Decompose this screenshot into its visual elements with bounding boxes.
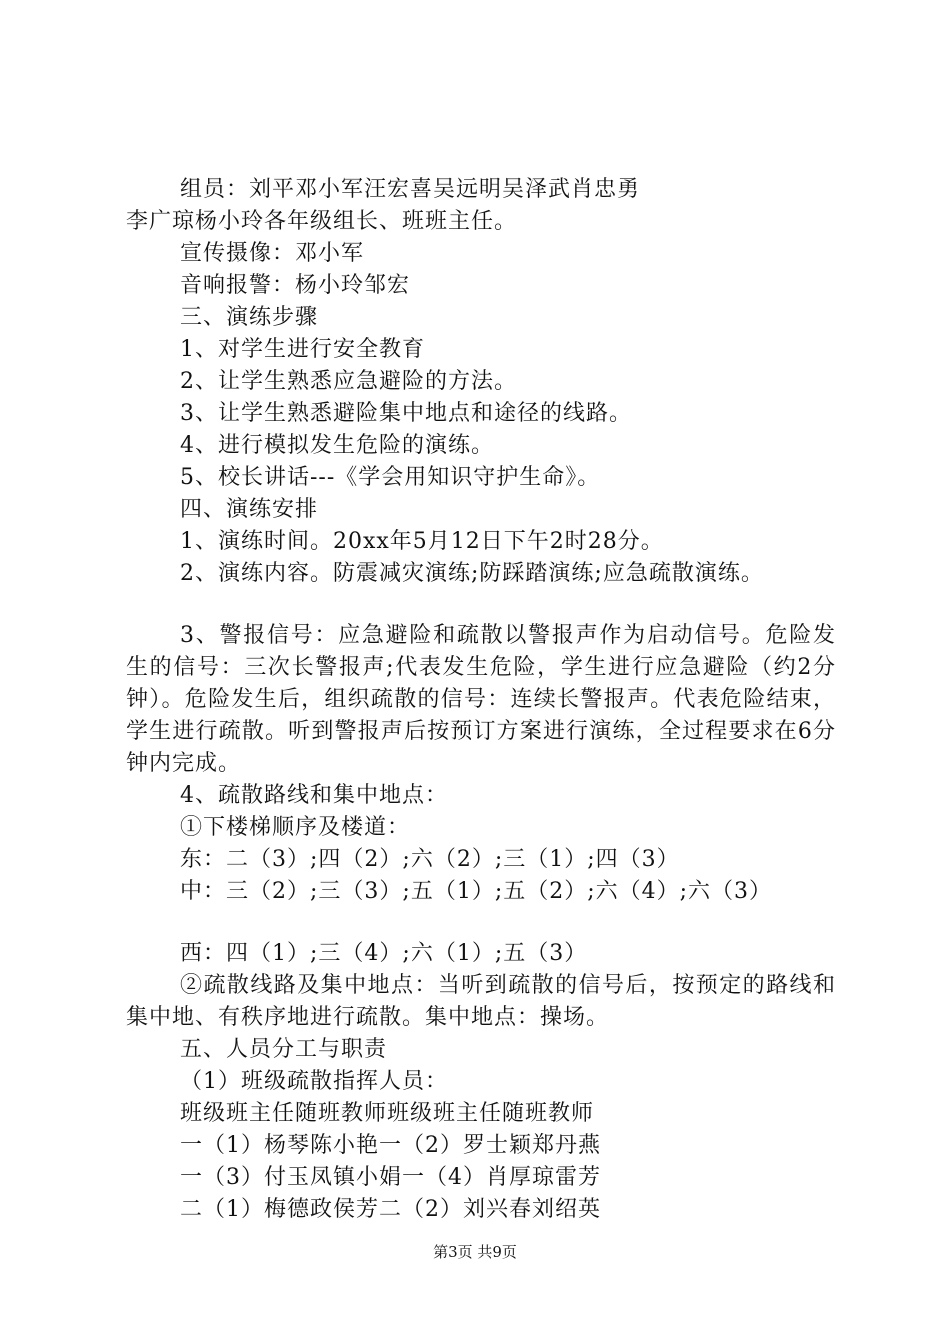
table-row-line: 一（1）杨琴陈小艳一（2）罗士颖郑丹燕 — [180, 1133, 601, 1158]
text-line-members-continued: 李广琼杨小玲各年级组长、班班主任。 — [126, 209, 518, 234]
text-line-east: 东：二（3）;四（2）;六（2）;三（1）;四（3） — [180, 847, 680, 872]
text-line-class-commanders: （1）班级疏散指挥人员： — [180, 1069, 448, 1094]
text-line-step-1: 1、对学生进行安全教育 — [180, 337, 425, 362]
paragraph-alarm-signal: 3、警报信号：应急避险和疏散以警报声作为启动信号。危险发生的信号：三次长警报声;代表发生危险，学生进行应急避险（约2分钟）。危险发生后，组织疏散的信号：连续长警报声。代表危险结束，学生进行疏散。听到警报声后按预订方案进行演练，全过程要求在6分钟内完成。 — [126, 623, 836, 776]
paragraph-evacuation-route: ②疏散线路及集中地点：当听到疏散的信号后，按预定的路线和集中地、有秩序地进行疏散。集中地点：操场。 — [126, 973, 836, 1030]
text-line-stair-order: ①下楼梯顺序及楼道： — [180, 815, 411, 840]
text-line-step-4: 4、进行模拟发生危险的演练。 — [180, 433, 494, 458]
text-line-route-heading: 4、疏散路线和集中地点： — [180, 783, 448, 808]
text-line-publicity: 宣传摄像：邓小军 — [180, 241, 365, 266]
text-line-west: 西：四（1）;三（4）;六（1）;五（3） — [180, 941, 588, 966]
table-header-line: 班级班主任随班教师班级班主任随班教师 — [180, 1101, 595, 1126]
table-row-line: 一（3）付玉凤镇小娟一（4）肖厚琼雷芳 — [180, 1165, 601, 1190]
section-heading-staff-duties: 五、人员分工与职责 — [180, 1037, 388, 1062]
text-line-middle: 中：三（2）;三（3）;五（1）;五（2）;六（4）;六（3） — [180, 879, 773, 904]
paragraph-gap — [126, 908, 836, 938]
paragraph-gap — [126, 590, 836, 620]
section-heading-drill-arrangement: 四、演练安排 — [180, 497, 319, 522]
text-line-step-5: 5、校长讲话---《学会用知识守护生命》。 — [180, 465, 601, 490]
text-line-step-3: 3、让学生熟悉避险集中地点和途径的线路。 — [180, 401, 632, 426]
text-line-step-2: 2、让学生熟悉应急避险的方法。 — [180, 369, 517, 394]
page-number-footer: 第3页 共9页 — [433, 1243, 517, 1261]
text-line-drill-time: 1、演练时间。20xx年5月12日下午2时28分。 — [180, 529, 664, 554]
document-body — [126, 174, 836, 1226]
text-line-drill-content: 2、演练内容。防震减灾演练;防踩踏演练;应急疏散演练。 — [180, 561, 764, 586]
section-heading-drill-steps: 三、演练步骤 — [180, 305, 319, 330]
text-line-members: 组员：刘平邓小军汪宏喜吴远明吴泽武肖忠勇 — [180, 177, 641, 202]
text-line-sound-alarm: 音响报警：杨小玲邹宏 — [180, 273, 411, 298]
table-row-line: 二（1）梅德政侯芳二（2）刘兴春刘绍英 — [180, 1197, 601, 1222]
